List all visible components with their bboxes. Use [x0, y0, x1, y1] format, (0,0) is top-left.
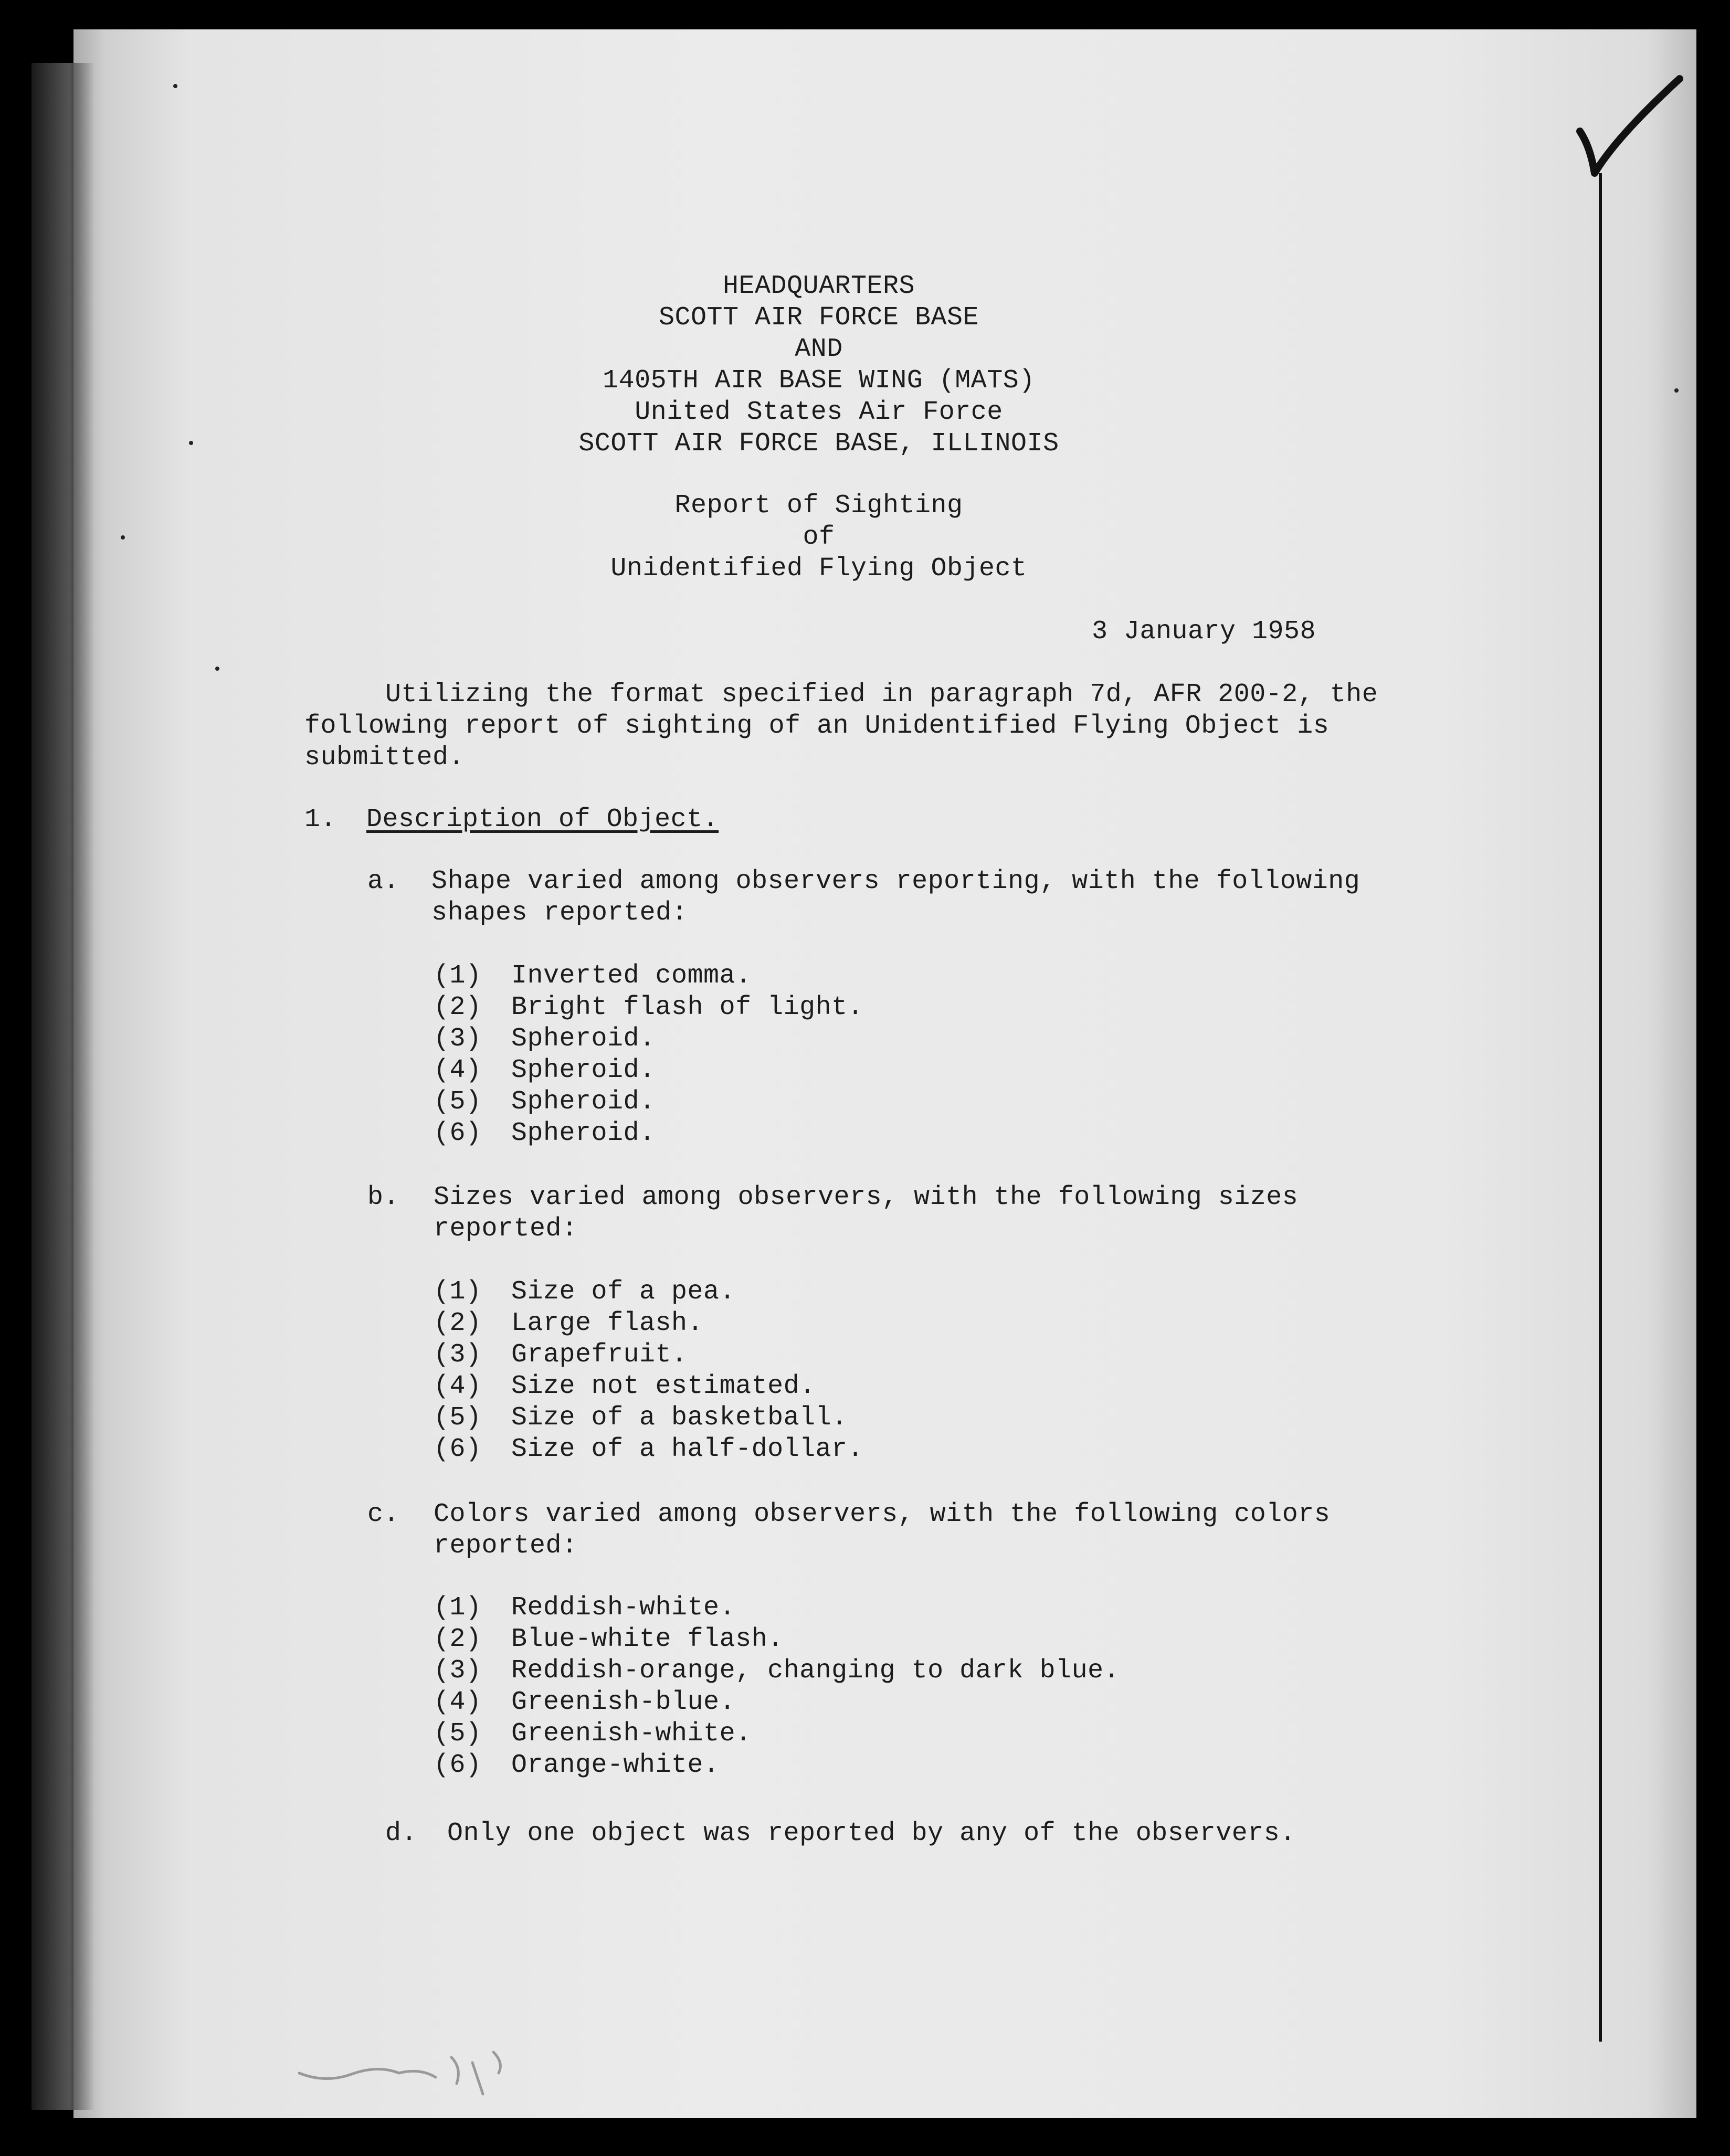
report-title-line-1: Report of Sighting [674, 491, 963, 521]
list-text: Size of a pea. [511, 1277, 736, 1307]
list-item [434, 1308, 703, 1339]
item-d-text: Only one object was reported by any of the observers. [447, 1819, 1296, 1848]
list-text: Bright flash of light. [511, 992, 864, 1022]
list-number: (5) [434, 1403, 482, 1433]
list-number: (4) [434, 1371, 482, 1401]
list-text: Spheroid. [511, 1087, 656, 1117]
list-text: Large flash. [511, 1308, 704, 1338]
list-number: (6) [434, 1750, 482, 1780]
letterhead-line-3: AND [795, 334, 843, 364]
item-a-line-1: Shape varied among observers reporting, with the following [431, 866, 1360, 896]
item-a-line-2: shapes reported: [431, 898, 688, 928]
list-item [434, 960, 752, 992]
list-text: Greenish-blue. [511, 1687, 736, 1717]
list-item [434, 1086, 656, 1118]
list-item [434, 1023, 656, 1055]
item-a-letter: a. [367, 866, 400, 896]
list-text: Size of a basketball. [511, 1403, 848, 1433]
list-text: Size not estimated. [511, 1371, 816, 1401]
letterhead-line-5: United States Air Force [635, 397, 1003, 427]
list-item [434, 1118, 656, 1149]
list-item [434, 1592, 735, 1624]
letterhead-line-1: HEADQUARTERS [722, 271, 915, 301]
list-number: (1) [434, 1593, 482, 1623]
item-b-line-1: Sizes varied among observers, with the following sizes [434, 1182, 1299, 1212]
list-number: (4) [434, 1055, 482, 1085]
letterhead-line-4: 1405TH AIR BASE WING (MATS) [603, 366, 1035, 396]
list-text: Blue-white flash. [511, 1624, 784, 1654]
list-number: (2) [434, 1308, 482, 1338]
list-text: Orange-white. [511, 1750, 720, 1780]
letterhead-line-6: SCOTT AIR FORCE BASE, ILLINOIS [578, 429, 1059, 459]
list-number: (6) [434, 1434, 482, 1464]
list-item [434, 1434, 863, 1465]
list-number: (3) [434, 1340, 482, 1370]
report-title-line-2: of [803, 522, 835, 552]
intro-line-1: Utilizing the format specified in paragraph 7d, AFR 200-2, the [385, 680, 1378, 710]
list-number: (1) [434, 961, 482, 991]
section-number: 1. [304, 805, 337, 834]
list-text: Spheroid. [511, 1055, 656, 1085]
report-title-line-3: Unidentified Flying Object [610, 554, 1027, 584]
list-item [434, 1055, 656, 1086]
list-text: Reddish-orange, changing to dark blue. [511, 1656, 1120, 1686]
report-date: 3 January 1958 [1092, 617, 1316, 647]
section-heading: Description of Object. [366, 805, 719, 834]
list-item [434, 1276, 735, 1308]
letterhead-line-2: SCOTT AIR FORCE BASE [658, 303, 979, 333]
list-text: Inverted comma. [511, 961, 752, 991]
list-number: (4) [434, 1687, 482, 1717]
item-b-line-2: reported: [434, 1214, 578, 1244]
item-b-letter: b. [367, 1182, 400, 1212]
list-item [434, 1750, 720, 1781]
list-item [434, 1624, 784, 1655]
list-item [434, 992, 863, 1023]
list-text: Spheroid. [511, 1118, 656, 1148]
handwritten-scribble [294, 2036, 525, 2099]
list-item [434, 1655, 1120, 1687]
list-text: Size of a half-dollar. [511, 1434, 864, 1464]
list-number: (1) [434, 1277, 482, 1307]
list-number: (3) [434, 1656, 482, 1686]
list-item [434, 1687, 735, 1718]
list-text: Reddish-white. [511, 1593, 736, 1623]
list-text: Grapefruit. [511, 1340, 688, 1370]
list-number: (5) [434, 1087, 482, 1117]
list-number: (3) [434, 1024, 482, 1054]
list-number: (2) [434, 992, 482, 1022]
list-item [434, 1339, 688, 1371]
intro-line-2: following report of sighting of an Unidentified Flying Object is [304, 711, 1330, 741]
item-d-letter: d. [385, 1819, 418, 1848]
item-c-letter: c. [367, 1499, 400, 1529]
list-number: (6) [434, 1118, 482, 1148]
list-item [434, 1371, 816, 1402]
intro-line-3: submitted. [304, 743, 465, 773]
list-item [434, 1402, 848, 1434]
list-text: Greenish-white. [511, 1719, 752, 1749]
item-c-line-1: Colors varied among observers, with the following colors [434, 1499, 1331, 1529]
list-text: Spheroid. [511, 1024, 656, 1054]
list-number: (2) [434, 1624, 482, 1654]
item-c-line-2: reported: [434, 1531, 578, 1561]
list-item [434, 1718, 752, 1750]
list-number: (5) [434, 1719, 482, 1749]
